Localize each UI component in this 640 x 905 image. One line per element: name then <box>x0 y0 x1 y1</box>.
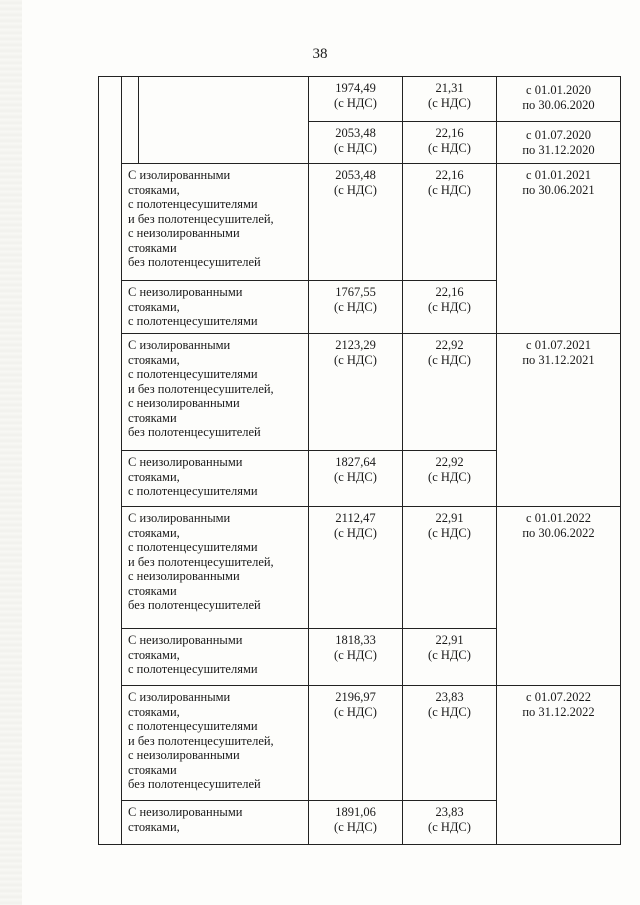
page-number: 38 <box>312 46 328 62</box>
tariff-table <box>98 76 621 845</box>
tariff-cell: 2053,48 (с НДС) <box>309 122 403 164</box>
scan-edge <box>0 0 22 905</box>
period-cell: с 01.01.2022 по 30.06.2022 <box>497 507 621 686</box>
tariff-cell: 2053,48 (с НДС) <box>309 164 403 281</box>
tariff-cell: 1818,33 (с НДС) <box>309 629 403 686</box>
description-cell <box>139 77 309 164</box>
description-cell: С неизолированными стояками, <box>122 801 309 845</box>
table-row <box>99 334 621 451</box>
description-cell: С неизолированными стояками, с полотенцесушителями <box>122 451 309 507</box>
period-cell: с 01.07.2020 по 31.12.2020 <box>497 122 621 164</box>
period-cell: с 01.01.2020 по 30.06.2020 <box>497 77 621 122</box>
merged-cell-subgroup <box>122 77 139 164</box>
table-row <box>99 686 621 801</box>
tariff-cell: 1891,06 (с НДС) <box>309 801 403 845</box>
description-cell: С изолированными стояками, с полотенцесушителями и без полотенцесушителей, с неизолированными стояками без полотенцесушителей <box>122 686 309 801</box>
tariff-cell: 2112,47 (с НДС) <box>309 507 403 629</box>
norm-cell: 22,91 (с НДС) <box>403 507 497 629</box>
norm-cell: 22,92 (с НДС) <box>403 451 497 507</box>
merged-cell-group <box>99 77 122 845</box>
period-cell: с 01.07.2022 по 31.12.2022 <box>497 686 621 845</box>
norm-cell: 23,83 (с НДС) <box>403 686 497 801</box>
tariff-cell: 1767,55 (с НДС) <box>309 281 403 334</box>
table-row <box>99 507 621 629</box>
description-cell: С изолированными стояками, с полотенцесушителями и без полотенцесушителей, с неизолированными стояками без полотенцесушителей <box>122 507 309 629</box>
description-cell: С изолированными стояками, с полотенцесушителями и без полотенцесушителей, с неизолированными стояками без полотенцесушителей <box>122 164 309 281</box>
norm-cell: 22,16 (с НДС) <box>403 281 497 334</box>
tariff-cell: 2123,29 (с НДС) <box>309 334 403 451</box>
norm-cell: 21,31 (с НДС) <box>403 77 497 122</box>
norm-cell: 22,92 (с НДС) <box>403 334 497 451</box>
description-cell: С изолированными стояками, с полотенцесушителями и без полотенцесушителей, с неизолированными стояками без полотенцесушителей <box>122 334 309 451</box>
period-cell: с 01.01.2021 по 30.06.2021 <box>497 164 621 334</box>
tariff-cell: 1974,49 (с НДС) <box>309 77 403 122</box>
tariff-cell: 1827,64 (с НДС) <box>309 451 403 507</box>
norm-cell: 22,16 (с НДС) <box>403 122 497 164</box>
table-row <box>99 164 621 281</box>
period-cell: с 01.07.2021 по 31.12.2021 <box>497 334 621 507</box>
table-row <box>99 77 621 122</box>
tariff-cell: 2196,97 (с НДС) <box>309 686 403 801</box>
description-cell: С неизолированными стояками, с полотенцесушителями <box>122 629 309 686</box>
norm-cell: 22,16 (с НДС) <box>403 164 497 281</box>
norm-cell: 22,91 (с НДС) <box>403 629 497 686</box>
description-cell: С неизолированными стояками, с полотенцесушителями <box>122 281 309 334</box>
norm-cell: 23,83 (с НДС) <box>403 801 497 845</box>
